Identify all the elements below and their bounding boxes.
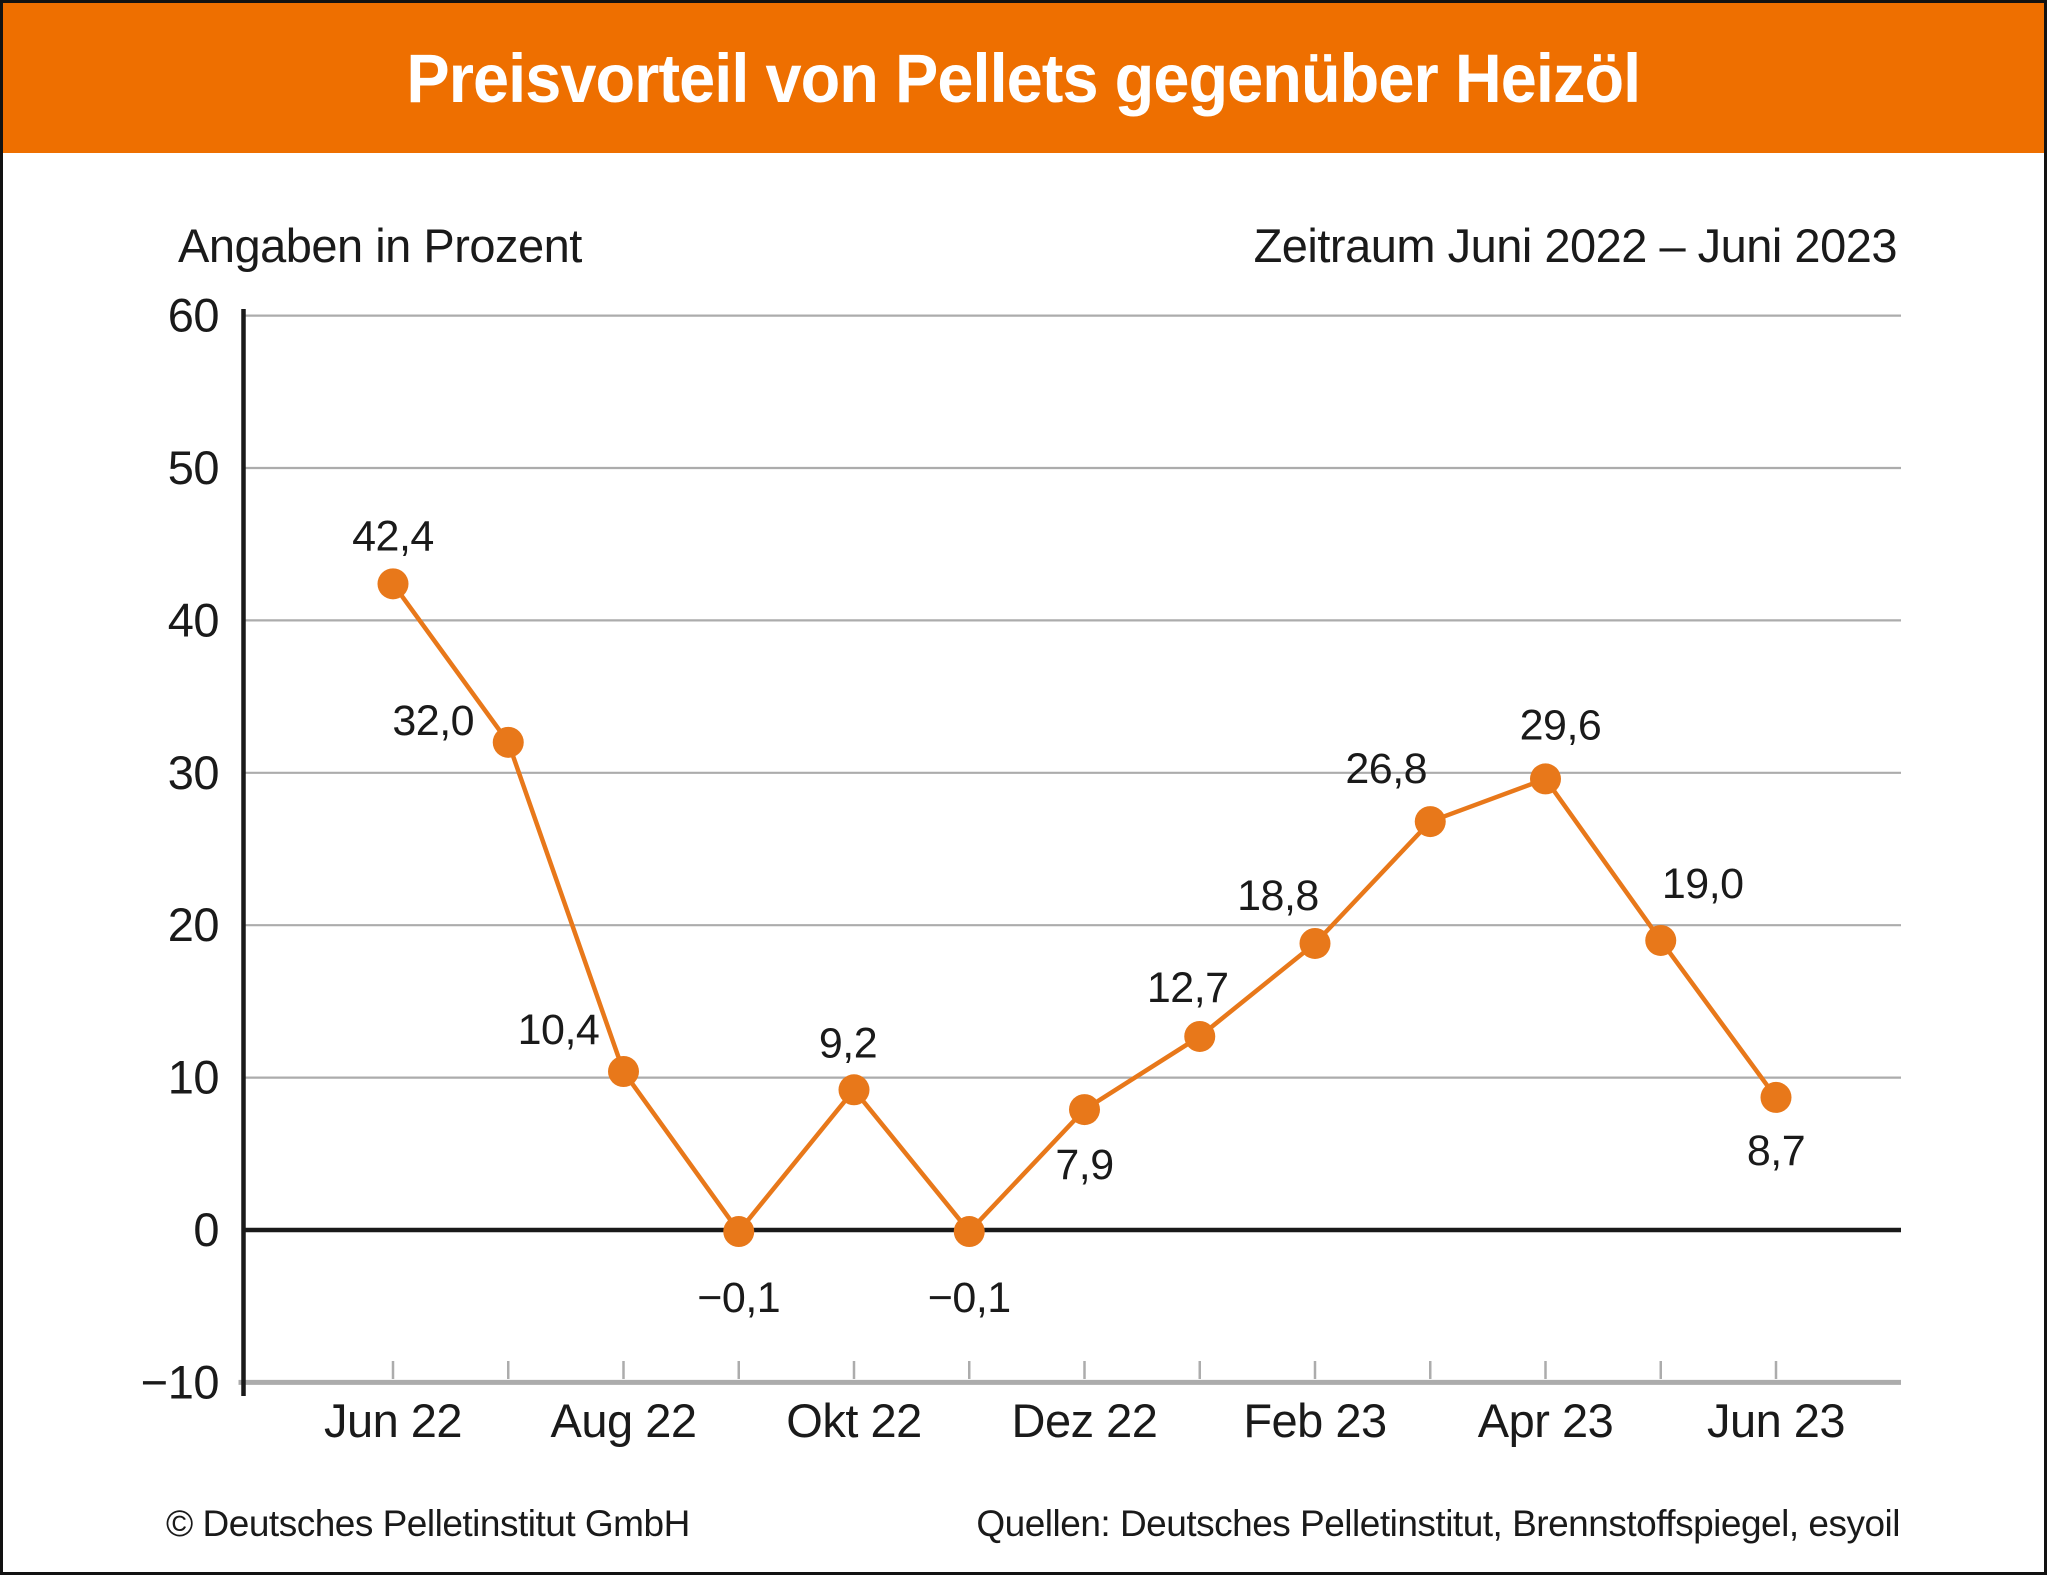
- unit-note: Angaben in Prozent: [178, 219, 582, 272]
- data-point: [1761, 1082, 1792, 1113]
- data-point: [1069, 1094, 1100, 1125]
- y-axis-tick-label: 50: [167, 440, 219, 494]
- data-point: [608, 1056, 639, 1087]
- chart-title: Preisvorteil von Pellets gegenüber Heizöl: [406, 39, 1641, 117]
- x-axis-tick-label: Dez 22: [1011, 1394, 1158, 1447]
- data-point-label: 26,8: [1345, 745, 1428, 794]
- series-line: [393, 584, 1776, 1232]
- data-point: [839, 1074, 870, 1105]
- copyright-note: © Deutsches Pelletinstitut GmbH: [166, 1503, 690, 1544]
- y-axis-tick-label: 30: [167, 745, 219, 799]
- data-point: [954, 1216, 985, 1247]
- period-note: Zeitraum Juni 2022 – Juni 2023: [1253, 219, 1897, 272]
- x-axis-tick-label: Jun 23: [1706, 1394, 1846, 1447]
- data-point-label: 12,7: [1146, 964, 1229, 1013]
- data-point: [1530, 763, 1561, 794]
- x-axis-tick-label: Jun 22: [323, 1394, 463, 1447]
- data-point-label: 10,4: [517, 1006, 600, 1055]
- data-point: [1184, 1021, 1215, 1052]
- data-point: [1300, 928, 1331, 959]
- y-axis-tick-label: 20: [167, 898, 219, 952]
- x-axis-tick-label: Aug 22: [550, 1394, 697, 1447]
- data-point: [493, 727, 524, 758]
- x-axis-tick-label: Okt 22: [786, 1394, 922, 1447]
- data-point-label: 19,0: [1661, 860, 1744, 909]
- data-point-label: 9,2: [818, 1019, 878, 1068]
- x-axis-tick-label: Apr 23: [1477, 1394, 1614, 1447]
- sources-note: Quellen: Deutsches Pelletinstitut, Brennstoffspiegel, esyoil: [976, 1503, 1900, 1544]
- y-axis-tick-label: 40: [167, 593, 219, 647]
- x-axis-tick-label: Feb 23: [1243, 1394, 1387, 1447]
- data-point: [1645, 925, 1676, 956]
- data-point: [723, 1216, 754, 1247]
- data-point: [1415, 806, 1446, 837]
- data-point-label: −0,1: [927, 1274, 1011, 1323]
- y-axis-tick-label: 60: [167, 288, 219, 342]
- y-axis-tick-label: 10: [167, 1050, 219, 1104]
- data-point-label: −0,1: [697, 1274, 781, 1323]
- data-point-label: 29,6: [1519, 701, 1602, 750]
- data-point-label: 7,9: [1055, 1141, 1114, 1190]
- data-point-label: 42,4: [352, 512, 434, 561]
- y-axis-tick-label: 0: [193, 1202, 219, 1256]
- data-point-label: 18,8: [1237, 872, 1319, 921]
- y-axis-tick-label: −10: [140, 1355, 219, 1409]
- data-point: [378, 568, 409, 599]
- line-chart: [3, 3, 2047, 1575]
- data-point-label: 8,7: [1746, 1127, 1806, 1176]
- data-point-label: 32,0: [392, 696, 475, 745]
